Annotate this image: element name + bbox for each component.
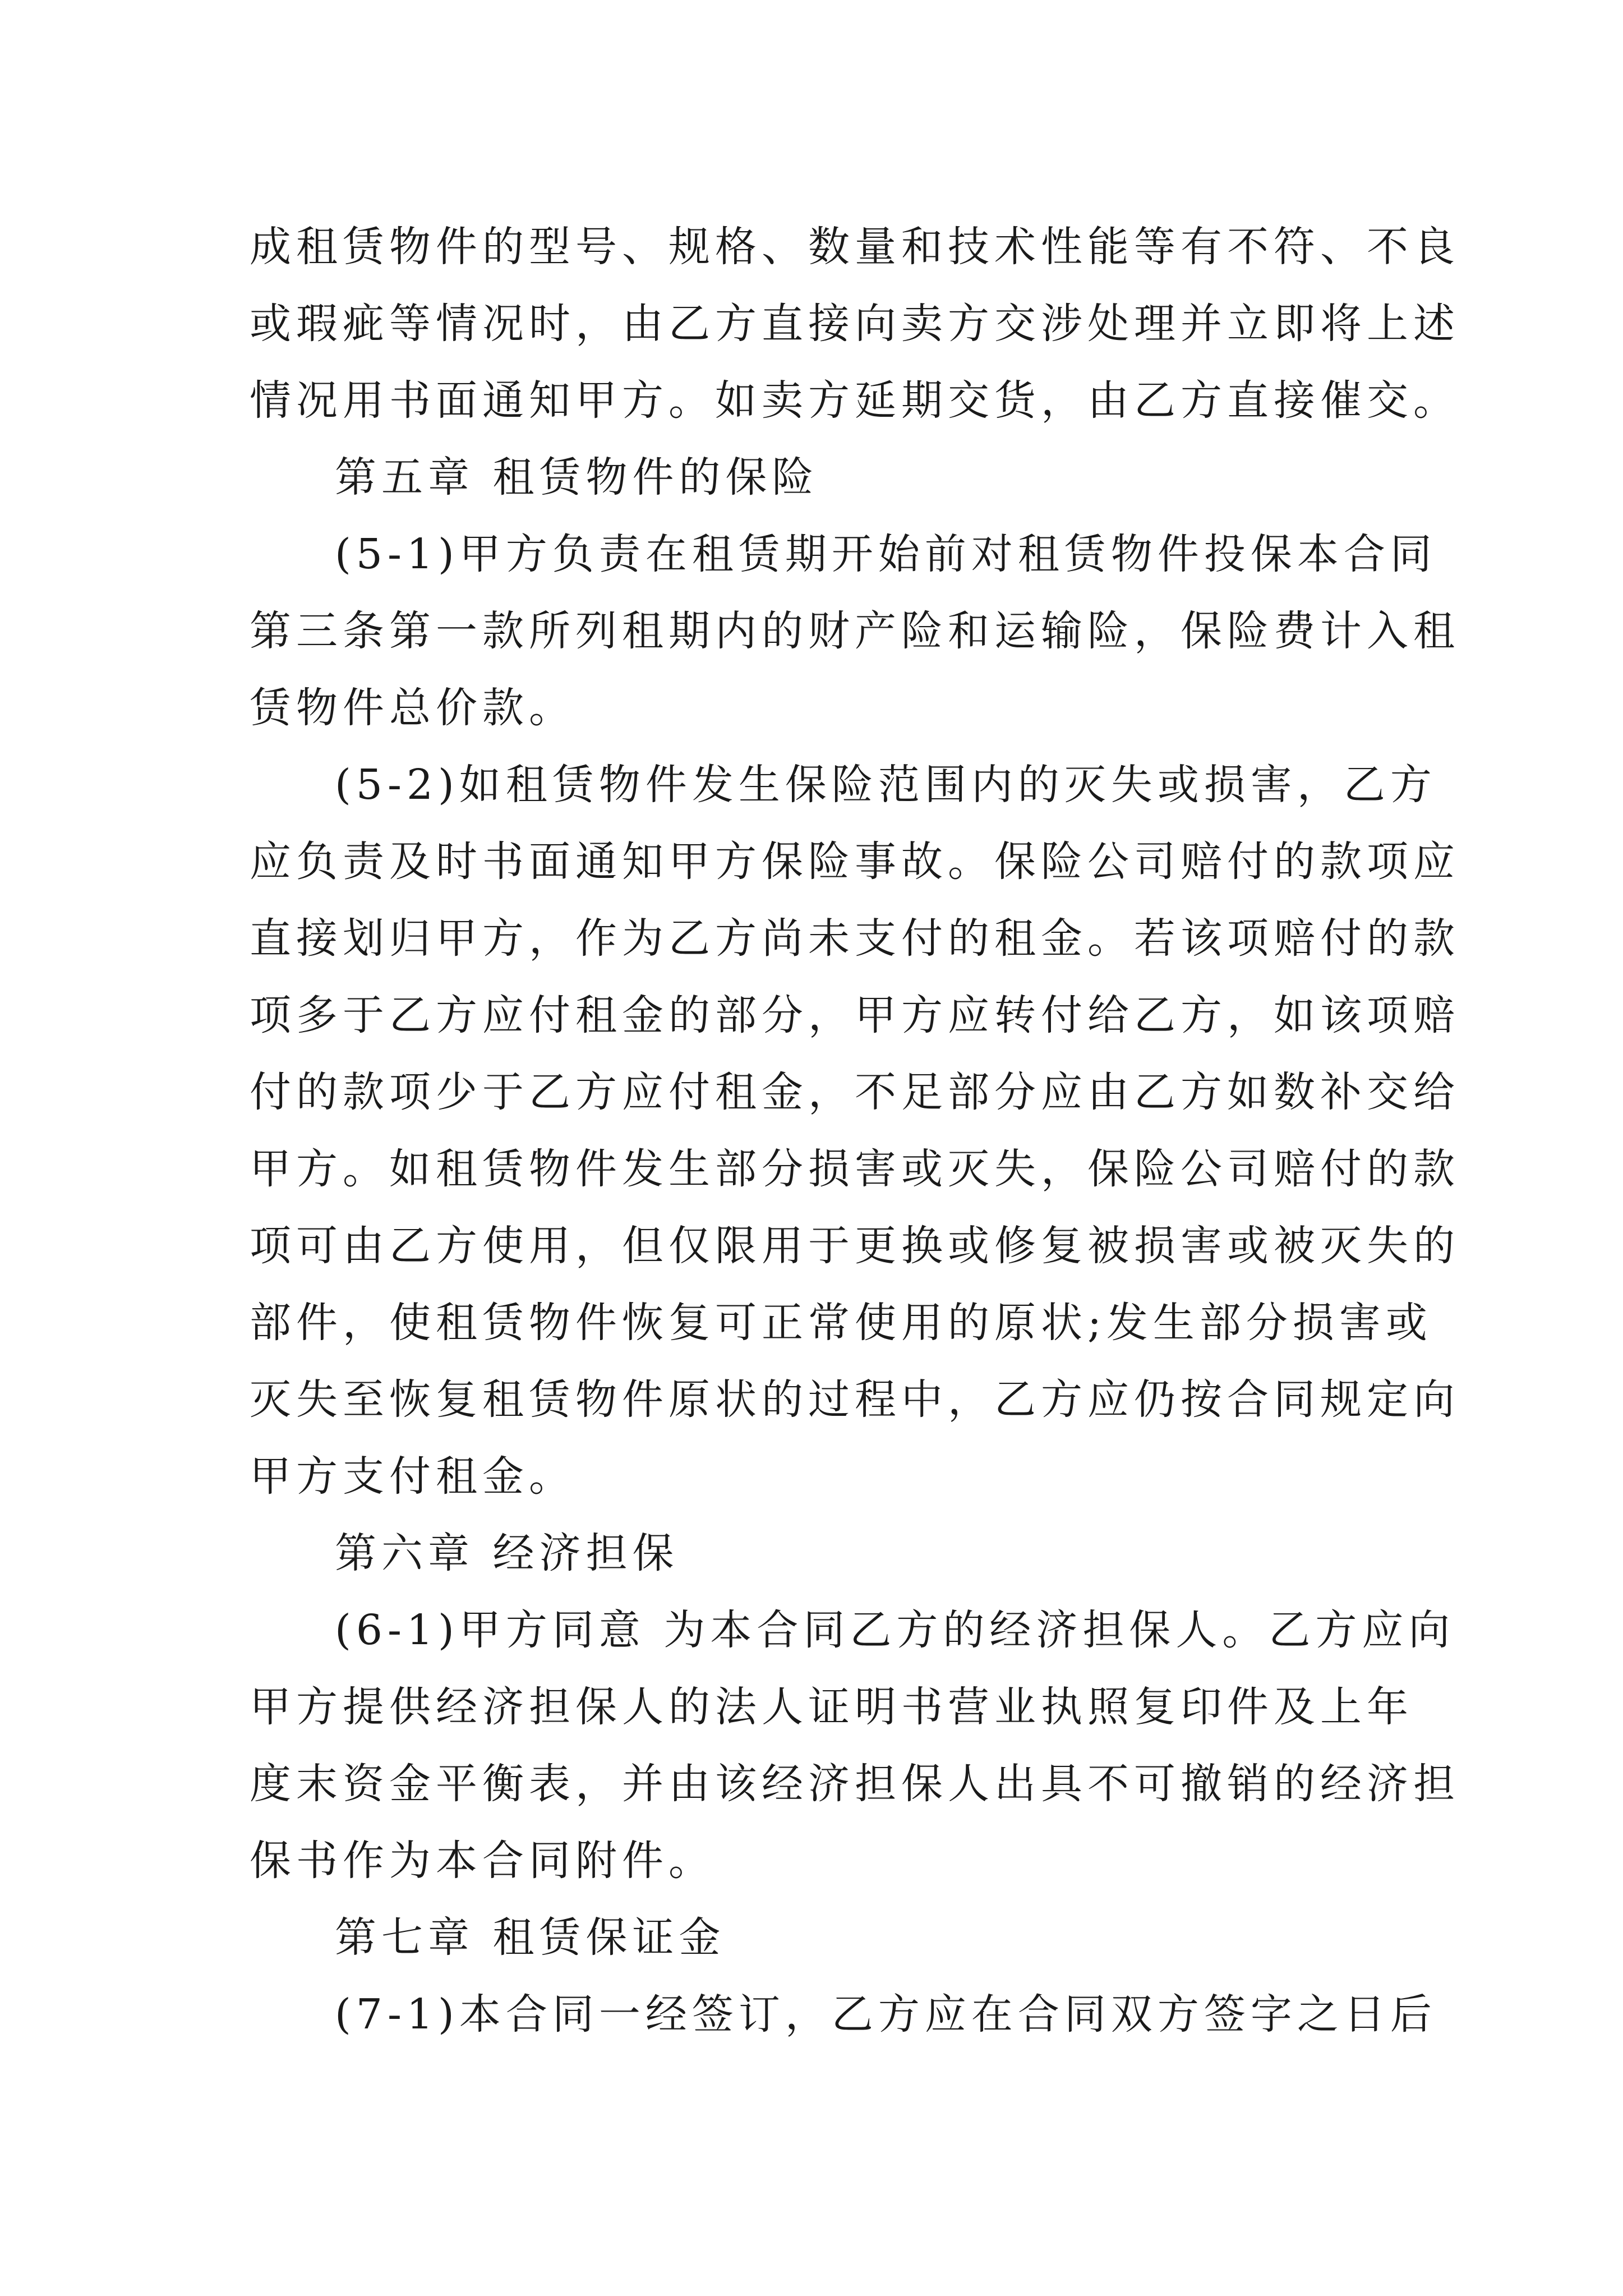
clause-5-2-line-6: 甲方。如租赁物件发生部分损害或灭失，保险公司赔付的款 xyxy=(250,1145,1460,1193)
clause-5-2-line-10: 甲方支付租金。 xyxy=(250,1452,575,1501)
clause-7-1-line-1: (7-1)本合同一经签订，乙方应在合同双方签字之日后 xyxy=(335,1990,1437,2039)
chapter-7-heading: 第七章 租赁保证金 xyxy=(335,1913,726,1962)
clause-6-1-line-4: 保书作为本合同附件。 xyxy=(250,1837,715,1885)
text-line-1: 成租赁物件的型号、规格、数量和技术性能等有不符、不良 xyxy=(250,223,1460,271)
clause-5-2-line-9: 灭失至恢复租赁物件原状的过程中，乙方应仍按合同规定向 xyxy=(250,1375,1460,1424)
clause-5-2-line-3: 直接划归甲方，作为乙方尚未支付的租金。若该项赔付的款 xyxy=(250,914,1460,963)
clause-5-1-line-3: 赁物件总价款。 xyxy=(250,684,575,732)
clause-6-1-line-2: 甲方提供经济担保人的法人证明书营业执照复印件及上年 xyxy=(250,1683,1413,1731)
clause-5-2-line-4: 项多于乙方应付租金的部分，甲方应转付给乙方，如该项赔 xyxy=(250,991,1460,1039)
clause-5-2-line-5: 付的款项少于乙方应付租金，不足部分应由乙方如数补交给 xyxy=(250,1068,1460,1116)
contract-text xyxy=(250,209,1460,2053)
clause-5-2-line-2: 应负责及时书面通知甲方保险事故。保险公司赔付的款项应 xyxy=(250,838,1460,886)
clause-5-1-line-2: 第三条第一款所列租期内的财产险和运输险，保险费计入租 xyxy=(250,607,1460,655)
text-line-3: 情况用书面通知甲方。如卖方延期交货，由乙方直接催交。 xyxy=(250,376,1460,425)
clause-5-2-line-1: (5-2)如租赁物件发生保险范围内的灭失或损害，乙方 xyxy=(335,761,1437,809)
chapter-6-heading: 第六章 经济担保 xyxy=(335,1529,679,1577)
clause-5-1-line-1: (5-1)甲方负责在租赁期开始前对租赁物件投保本合同 xyxy=(335,530,1437,578)
clause-6-1-line-3: 度末资金平衡表，并由该经济担保人出具不可撤销的经济担 xyxy=(250,1760,1460,1808)
clause-6-1-line-1: (6-1)甲方同意 为本合同乙方的经济担保人。乙方应向 xyxy=(335,1606,1455,1654)
chapter-5-heading: 第五章 租赁物件的保险 xyxy=(335,453,819,501)
clause-5-2-line-8: 部件，使租赁物件恢复可正常使用的原状;发生部分损害或 xyxy=(250,1299,1432,1347)
clause-5-2-line-7: 项可由乙方使用，但仅限用于更换或修复被损害或被灭失的 xyxy=(250,1222,1460,1270)
text-line-2: 或瑕疵等情况时，由乙方直接向卖方交涉处理并立即将上述 xyxy=(250,300,1460,348)
